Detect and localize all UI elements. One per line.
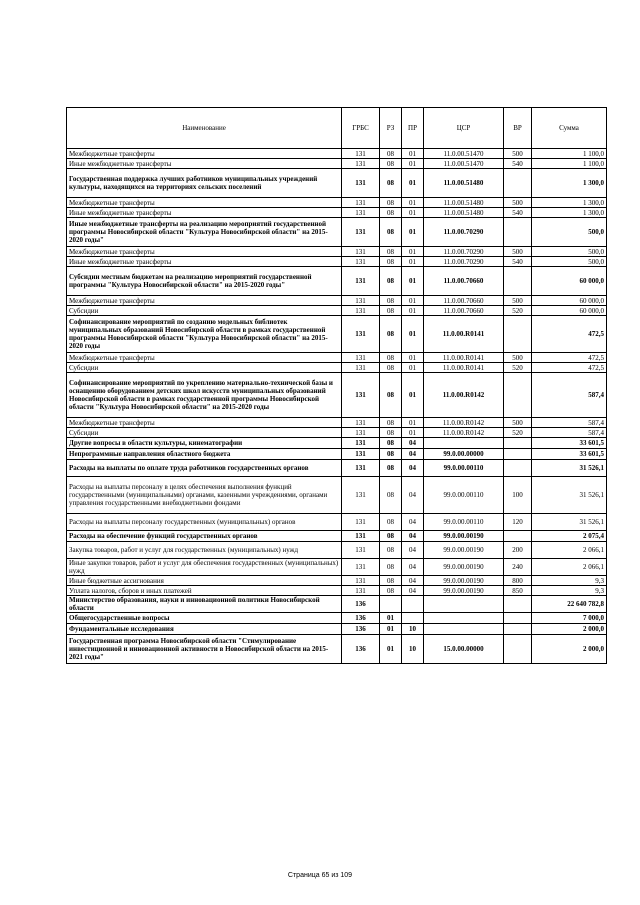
cell-sum: 587,4 [532,418,607,428]
cell-grbs: 131 [342,373,380,418]
cell-rz: 08 [380,149,402,159]
cell-sum: 7 000,0 [532,613,607,624]
cell-vr [504,531,532,542]
cell-rz: 01 [380,624,402,635]
cell-pr: 01 [402,296,424,306]
cell-csr: 11.0.00.R0141 [424,363,504,373]
table-row [67,353,607,363]
cell-pr: 04 [402,449,424,460]
cell-sum: 472,5 [532,316,607,353]
budget-table [66,107,607,664]
table-header-row [67,108,607,149]
cell-grbs: 131 [342,531,380,542]
cell-vr: 540 [504,208,532,218]
table-row [67,449,607,460]
cell-pr: 04 [402,438,424,449]
cell-csr: 11.0.00.R0142 [424,373,504,418]
cell-name: Государственная поддержка лучших работников муниципальных учреждений культуры, находящихся на территориях сельских поселений [67,169,342,198]
cell-sum: 587,4 [532,373,607,418]
cell-rz: 08 [380,586,402,596]
cell-vr [504,460,532,477]
cell-pr: 01 [402,418,424,428]
cell-csr: 99.0.00.00110 [424,514,504,531]
cell-grbs: 131 [342,306,380,316]
cell-rz: 08 [380,576,402,586]
cell-csr: 11.0.00.51470 [424,149,504,159]
cell-grbs: 131 [342,198,380,208]
cell-sum: 2 075,4 [532,531,607,542]
cell-sum: 500,0 [532,218,607,247]
cell-sum: 2 000,0 [532,635,607,664]
cell-csr: 99.0.00.00190 [424,542,504,559]
cell-pr: 04 [402,542,424,559]
table-row [67,198,607,208]
cell-name: Государственная программа Новосибирской области "Стимулирование инвестиционной и инновационной активности в Новосибирской области на 2015-2021 годы" [67,635,342,664]
cell-sum: 587,4 [532,428,607,438]
cell-rz: 08 [380,198,402,208]
header-name: Наименование [67,108,342,149]
cell-pr: 10 [402,635,424,664]
cell-pr: 01 [402,353,424,363]
table-row [67,514,607,531]
cell-pr: 01 [402,316,424,353]
cell-sum: 1 300,0 [532,208,607,218]
cell-grbs: 131 [342,418,380,428]
table-row [67,373,607,418]
cell-pr: 04 [402,514,424,531]
header-pr: ПР [402,108,424,149]
cell-pr: 01 [402,428,424,438]
table-row [67,635,607,664]
cell-rz: 08 [380,267,402,296]
cell-vr [504,169,532,198]
cell-pr: 01 [402,373,424,418]
table-row [67,208,607,218]
cell-pr [402,613,424,624]
cell-rz: 08 [380,373,402,418]
table-row [67,267,607,296]
cell-name: Межбюджетные трансферты [67,418,342,428]
cell-rz: 08 [380,559,402,576]
cell-pr: 01 [402,306,424,316]
cell-grbs: 131 [342,353,380,363]
cell-pr: 01 [402,198,424,208]
cell-grbs: 131 [342,449,380,460]
cell-pr: 04 [402,559,424,576]
cell-sum: 31 526,1 [532,514,607,531]
table-row [67,428,607,438]
cell-vr: 500 [504,198,532,208]
table-row [67,169,607,198]
cell-name: Фундаментальные исследования [67,624,342,635]
cell-grbs: 131 [342,559,380,576]
cell-sum: 33 601,5 [532,438,607,449]
cell-name: Субсидии [67,306,342,316]
cell-name: Непрограммные направления областного бюджета [67,449,342,460]
cell-grbs: 131 [342,208,380,218]
cell-rz: 08 [380,449,402,460]
cell-rz: 08 [380,418,402,428]
cell-name: Межбюджетные трансферты [67,247,342,257]
cell-name: Межбюджетные трансферты [67,149,342,159]
cell-csr: 99.0.00.00110 [424,477,504,514]
cell-grbs: 131 [342,477,380,514]
cell-name: Расходы на выплаты персоналу в целях обеспечения выполнения функций государственными (муниципальными) органами, казенными учреждениями, органами управления государственными внебюджетными фондами [67,477,342,514]
cell-grbs: 131 [342,218,380,247]
cell-grbs: 136 [342,613,380,624]
cell-vr [504,613,532,624]
cell-name: Софинансирование мероприятий по созданию модельных библиотек муниципальных образований Новосибирской области в рамках государственной программы Новосибирской области "Культура Новосибирской области" на 2015-2020 годы [67,316,342,353]
cell-sum: 472,5 [532,363,607,373]
cell-name: Иные межбюджетные трансферты [67,208,342,218]
cell-csr: 99.0.00.00190 [424,531,504,542]
table-row [67,149,607,159]
cell-vr: 500 [504,418,532,428]
cell-csr: 11.0.00.51470 [424,159,504,169]
cell-rz: 08 [380,531,402,542]
cell-vr [504,316,532,353]
cell-csr: 11.0.00.70660 [424,267,504,296]
table-row [67,418,607,428]
cell-name: Иные закупки товаров, работ и услуг для обеспечения государственных (муниципальных) нужд [67,559,342,576]
cell-sum: 1 100,0 [532,149,607,159]
cell-rz: 08 [380,159,402,169]
cell-name: Иные бюджетные ассигнования [67,576,342,586]
cell-sum: 1 300,0 [532,198,607,208]
cell-rz: 08 [380,460,402,477]
cell-name: Расходы на обеспечение функций государственных органов [67,531,342,542]
cell-name: Межбюджетные трансферты [67,198,342,208]
cell-pr [402,596,424,613]
cell-rz: 08 [380,363,402,373]
cell-grbs: 131 [342,169,380,198]
cell-sum: 2 000,0 [532,624,607,635]
table-row [67,247,607,257]
cell-name: Уплата налогов, сборов и иных платежей [67,586,342,596]
table-row [67,306,607,316]
cell-sum: 500,0 [532,247,607,257]
cell-name: Субсидии [67,428,342,438]
cell-grbs: 131 [342,542,380,559]
table-row [67,542,607,559]
cell-name: Межбюджетные трансферты [67,353,342,363]
cell-pr: 04 [402,576,424,586]
cell-rz: 08 [380,428,402,438]
cell-csr [424,624,504,635]
cell-csr: 15.0.00.00000 [424,635,504,664]
cell-grbs: 131 [342,586,380,596]
cell-pr: 04 [402,477,424,514]
cell-pr: 01 [402,208,424,218]
cell-csr: 99.0.00.00190 [424,586,504,596]
cell-sum: 9,3 [532,576,607,586]
cell-pr: 01 [402,159,424,169]
cell-sum: 9,3 [532,586,607,596]
cell-sum: 472,5 [532,353,607,363]
cell-sum: 500,0 [532,257,607,267]
cell-csr: 11.0.00.51480 [424,198,504,208]
cell-pr: 04 [402,460,424,477]
table-row [67,363,607,373]
cell-csr: 11.0.00.R0142 [424,418,504,428]
cell-grbs: 131 [342,438,380,449]
cell-csr [424,596,504,613]
table-row [67,624,607,635]
table-row [67,576,607,586]
cell-grbs: 131 [342,316,380,353]
cell-rz: 01 [380,635,402,664]
cell-name: Межбюджетные трансферты [67,296,342,306]
cell-grbs: 131 [342,267,380,296]
cell-grbs: 131 [342,576,380,586]
cell-pr: 01 [402,149,424,159]
cell-vr: 200 [504,542,532,559]
table-row [67,559,607,576]
cell-vr [504,449,532,460]
cell-vr: 500 [504,149,532,159]
cell-csr: 99.0.00.00110 [424,460,504,477]
cell-sum: 2 066,1 [532,542,607,559]
cell-grbs: 131 [342,428,380,438]
header-rz: РЗ [380,108,402,149]
cell-csr: 11.0.00.R0142 [424,428,504,438]
cell-vr: 500 [504,296,532,306]
cell-name: Иные межбюджетные трансферты на реализацию мероприятий государственной программы Новосибирской области "Культура Новосибирской области" на 2015-2020 годы" [67,218,342,247]
cell-pr: 01 [402,247,424,257]
table-row [67,159,607,169]
cell-vr [504,596,532,613]
cell-name: Иные межбюджетные трансферты [67,257,342,267]
cell-vr: 120 [504,514,532,531]
cell-rz: 01 [380,613,402,624]
table-row [67,477,607,514]
cell-grbs: 131 [342,149,380,159]
cell-csr: 11.0.00.70660 [424,296,504,306]
cell-vr [504,624,532,635]
cell-pr: 10 [402,624,424,635]
cell-vr [504,218,532,247]
cell-name: Расходы на выплаты персоналу государственных (муниципальных) органов [67,514,342,531]
cell-vr [504,373,532,418]
cell-vr: 850 [504,586,532,596]
table-row [67,596,607,613]
cell-sum: 2 066,1 [532,559,607,576]
cell-grbs: 131 [342,460,380,477]
cell-csr: 11.0.00.51480 [424,169,504,198]
cell-name: Софинансирование мероприятий по укреплению материально-технической базы и оснащению оборудованием детских школ искусств муниципальных образований Новосибирской области в рамках государственной программы Новосибирской области "Культура Новосибирской области" на 2015-2020 годы [67,373,342,418]
cell-rz: 08 [380,353,402,363]
header-sum: Сумма [532,108,607,149]
cell-csr: 11.0.00.51480 [424,208,504,218]
cell-rz: 08 [380,247,402,257]
table-row [67,531,607,542]
cell-vr: 520 [504,363,532,373]
cell-name: Закупка товаров, работ и услуг для государственных (муниципальных) нужд [67,542,342,559]
cell-sum: 33 601,5 [532,449,607,460]
budget-table-container [66,107,606,664]
cell-name: Другие вопросы в области культуры, кинематографии [67,438,342,449]
cell-grbs: 131 [342,363,380,373]
cell-csr [424,438,504,449]
cell-rz: 08 [380,316,402,353]
cell-pr: 01 [402,363,424,373]
cell-name: Субсидии [67,363,342,373]
cell-rz: 08 [380,169,402,198]
cell-grbs: 136 [342,635,380,664]
cell-pr: 04 [402,586,424,596]
cell-sum: 60 000,0 [532,267,607,296]
cell-vr: 520 [504,306,532,316]
cell-pr: 01 [402,257,424,267]
table-row [67,296,607,306]
cell-sum: 31 526,1 [532,460,607,477]
cell-vr: 500 [504,353,532,363]
cell-vr [504,635,532,664]
cell-rz: 08 [380,306,402,316]
cell-sum: 60 000,0 [532,306,607,316]
header-csr: ЦСР [424,108,504,149]
cell-vr: 540 [504,159,532,169]
table-row [67,586,607,596]
cell-name: Расходы на выплаты по оплате труда работников государственных органов [67,460,342,477]
cell-rz: 08 [380,218,402,247]
cell-vr: 540 [504,257,532,267]
table-row [67,438,607,449]
cell-sum: 22 640 782,8 [532,596,607,613]
cell-rz: 08 [380,542,402,559]
table-row [67,460,607,477]
header-grbs: ГРБС [342,108,380,149]
cell-vr: 800 [504,576,532,586]
cell-name: Министерство образования, науки и инновационной политики Новосибирской области [67,596,342,613]
cell-sum: 1 300,0 [532,169,607,198]
cell-grbs: 131 [342,514,380,531]
cell-csr: 11.0.00.70660 [424,306,504,316]
cell-csr: 99.0.00.00190 [424,576,504,586]
cell-vr: 520 [504,428,532,438]
table-row [67,257,607,267]
cell-rz: 08 [380,296,402,306]
cell-csr: 99.0.00.00000 [424,449,504,460]
cell-csr: 11.0.00.R0141 [424,353,504,363]
cell-vr [504,438,532,449]
cell-vr: 240 [504,559,532,576]
cell-grbs: 136 [342,624,380,635]
cell-grbs: 131 [342,159,380,169]
cell-csr: 11.0.00.70290 [424,247,504,257]
cell-csr: 11.0.00.70290 [424,218,504,247]
cell-pr: 01 [402,218,424,247]
cell-name: Иные межбюджетные трансферты [67,159,342,169]
cell-rz: 08 [380,514,402,531]
cell-pr: 01 [402,267,424,296]
table-row [67,316,607,353]
cell-sum: 60 000,0 [532,296,607,306]
cell-grbs: 131 [342,296,380,306]
cell-pr: 01 [402,169,424,198]
cell-sum: 1 100,0 [532,159,607,169]
cell-rz: 08 [380,438,402,449]
table-row [67,218,607,247]
cell-vr: 500 [504,247,532,257]
cell-csr: 11.0.00.R0141 [424,316,504,353]
cell-rz: 08 [380,208,402,218]
cell-csr [424,613,504,624]
page-number-footer: Страница 65 из 109 [287,872,353,879]
cell-rz [380,596,402,613]
cell-pr: 04 [402,531,424,542]
cell-name: Общегосударственные вопросы [67,613,342,624]
cell-rz: 08 [380,477,402,514]
cell-vr [504,267,532,296]
cell-vr: 100 [504,477,532,514]
cell-name: Субсидии местным бюджетам на реализацию мероприятий государственной программы "Культура Новосибирской области" на 2015-2020 годы" [67,267,342,296]
table-row [67,613,607,624]
cell-csr: 99.0.00.00190 [424,559,504,576]
cell-rz: 08 [380,257,402,267]
cell-sum: 31 526,1 [532,477,607,514]
cell-grbs: 131 [342,257,380,267]
cell-grbs: 131 [342,247,380,257]
cell-grbs: 136 [342,596,380,613]
cell-csr: 11.0.00.70290 [424,257,504,267]
header-vr: ВР [504,108,532,149]
